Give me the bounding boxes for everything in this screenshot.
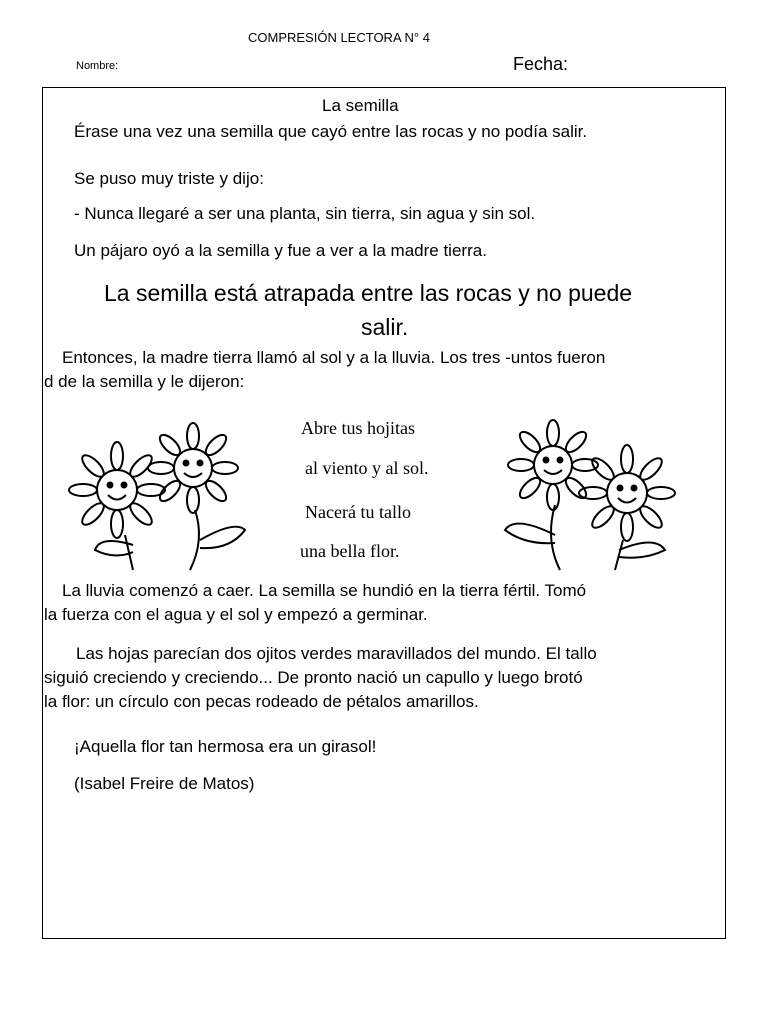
paragraph-line: Entonces, la madre tierra llamó al sol y a la lluvia. Los tres -untos fueron xyxy=(62,348,606,367)
paragraph-line: siguió creciendo y creciendo... De pronto nació un capullo y luego brotó xyxy=(44,668,583,687)
poem-line: una bella flor. xyxy=(300,541,400,561)
highlight-line: salir. xyxy=(361,314,409,340)
paragraph-line: d de la semilla y le dijeron: xyxy=(44,372,245,391)
paragraph-line: la flor: un círculo con pecas rodeado de pétalos amarillos. xyxy=(44,692,479,711)
poem-line: Abre tus hojitas xyxy=(301,418,415,438)
paragraph-line: La lluvia comenzó a caer. La semilla se hundió en la tierra fértil. Tomó xyxy=(62,581,587,600)
paragraph-line: la fuerza con el agua y el sol y empezó a germinar. xyxy=(44,605,428,624)
story-title: La semilla xyxy=(322,96,399,115)
poem-line: al viento y al sol. xyxy=(305,458,429,478)
closing-line: ¡Aquella flor tan hermosa era un girasol! xyxy=(74,737,377,756)
poem-line: Nacerá tu tallo xyxy=(305,502,411,522)
name-label: Nombre: xyxy=(76,60,119,72)
sunflowers-right-icon xyxy=(495,415,695,575)
highlight-line: La semilla está atrapada entre las rocas y no puede xyxy=(104,280,633,306)
story-line: - Nunca llegaré a ser una planta, sin tierra, sin agua y sin sol. xyxy=(74,204,536,223)
story-line: Un pájaro oyó a la semilla y fue a ver a la madre tierra. xyxy=(74,241,487,260)
story-line: Érase una vez una semilla que cayó entre las rocas y no podía salir. xyxy=(74,122,588,141)
date-label: Fecha: xyxy=(513,54,569,74)
document-title: COMPRESIÓN LECTORA N° 4 xyxy=(248,30,430,45)
author-line: (Isabel Freire de Matos) xyxy=(74,774,255,793)
sunflowers-left-icon xyxy=(55,420,255,575)
paragraph-line: Las hojas parecían dos ojitos verdes maravillados del mundo. El tallo xyxy=(76,644,597,663)
story-line: Se puso muy triste y dijo: xyxy=(74,169,264,188)
